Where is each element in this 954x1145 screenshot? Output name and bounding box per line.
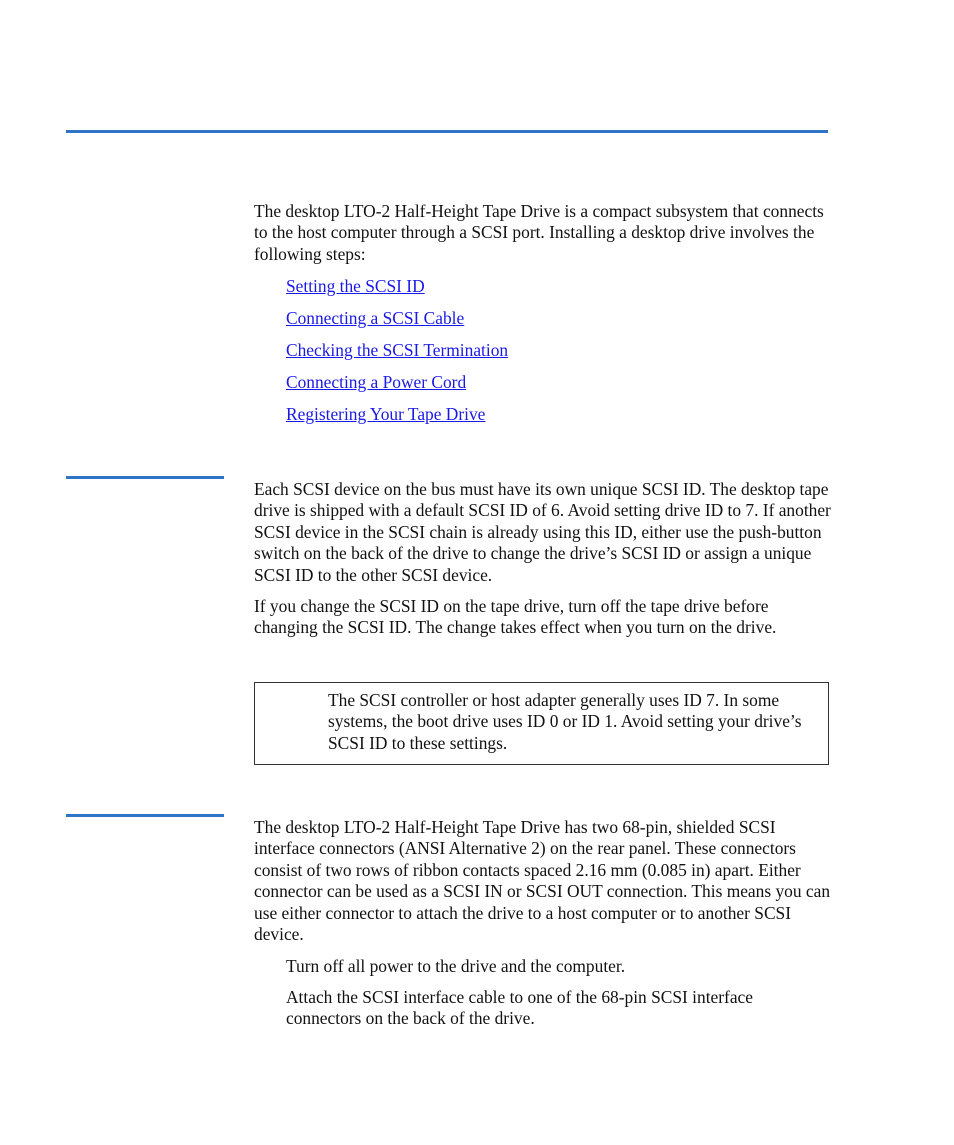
link-registering-tape-drive[interactable]: Registering Your Tape Drive xyxy=(286,404,486,424)
link-setting-scsi-id[interactable]: Setting the SCSI ID xyxy=(286,276,425,296)
step-item: Attach the SCSI interface cable to one of the 68-pin SCSI interface connectors on the back of the drive. xyxy=(286,987,753,1029)
section-top-rule xyxy=(66,130,828,133)
scsi-id-section-rule xyxy=(66,476,224,479)
intro-paragraph: The desktop LTO-2 Half-Height Tape Drive is a compact subsystem that connects to the host computer through a SCSI port. Installing a desktop drive involves the following steps: xyxy=(254,201,824,264)
note-text: The SCSI controller or host adapter generally uses ID 7. In some systems, the boot drive uses ID 0 or ID 1. Avoid setting your drive’s SCSI ID to these settings. xyxy=(328,690,802,753)
link-connecting-scsi-cable[interactable]: Connecting a SCSI Cable xyxy=(286,308,465,328)
scsi-cable-section-rule xyxy=(66,814,224,817)
scsi-cable-paragraph: The desktop LTO-2 Half-Height Tape Drive has two 68-pin, shielded SCSI interface connectors (ANSI Alternative 2) on the rear panel. These connectors consist of two rows of ribbon contacts spaced 2.16 mm (0.085 in) apart. Either connector can be used as a SCSI IN or SCSI OUT connection. This means you can use either connector to attach the drive to a host computer or to another SCSI device. xyxy=(254,817,831,945)
note-box xyxy=(254,682,829,765)
scsi-id-paragraph-2: If you change the SCSI ID on the tape drive, turn off the tape drive before changing the SCSI ID. The change takes effect when you turn on the drive. xyxy=(254,596,777,638)
scsi-id-paragraph-1: Each SCSI device on the bus must have its own unique SCSI ID. The desktop tape drive is shipped with a default SCSI ID of 6. Avoid setting drive ID to 7. If another SCSI device in the SCSI chain is already using this ID, either use the push-button switch on the back of the drive to change the drive’s SCSI ID or assign a unique SCSI ID to the other SCSI device. xyxy=(254,479,831,585)
link-connecting-power-cord[interactable]: Connecting a Power Cord xyxy=(286,372,467,392)
step-item: Turn off all power to the drive and the computer. xyxy=(286,956,626,976)
link-checking-scsi-termination[interactable]: Checking the SCSI Termination xyxy=(286,340,509,360)
